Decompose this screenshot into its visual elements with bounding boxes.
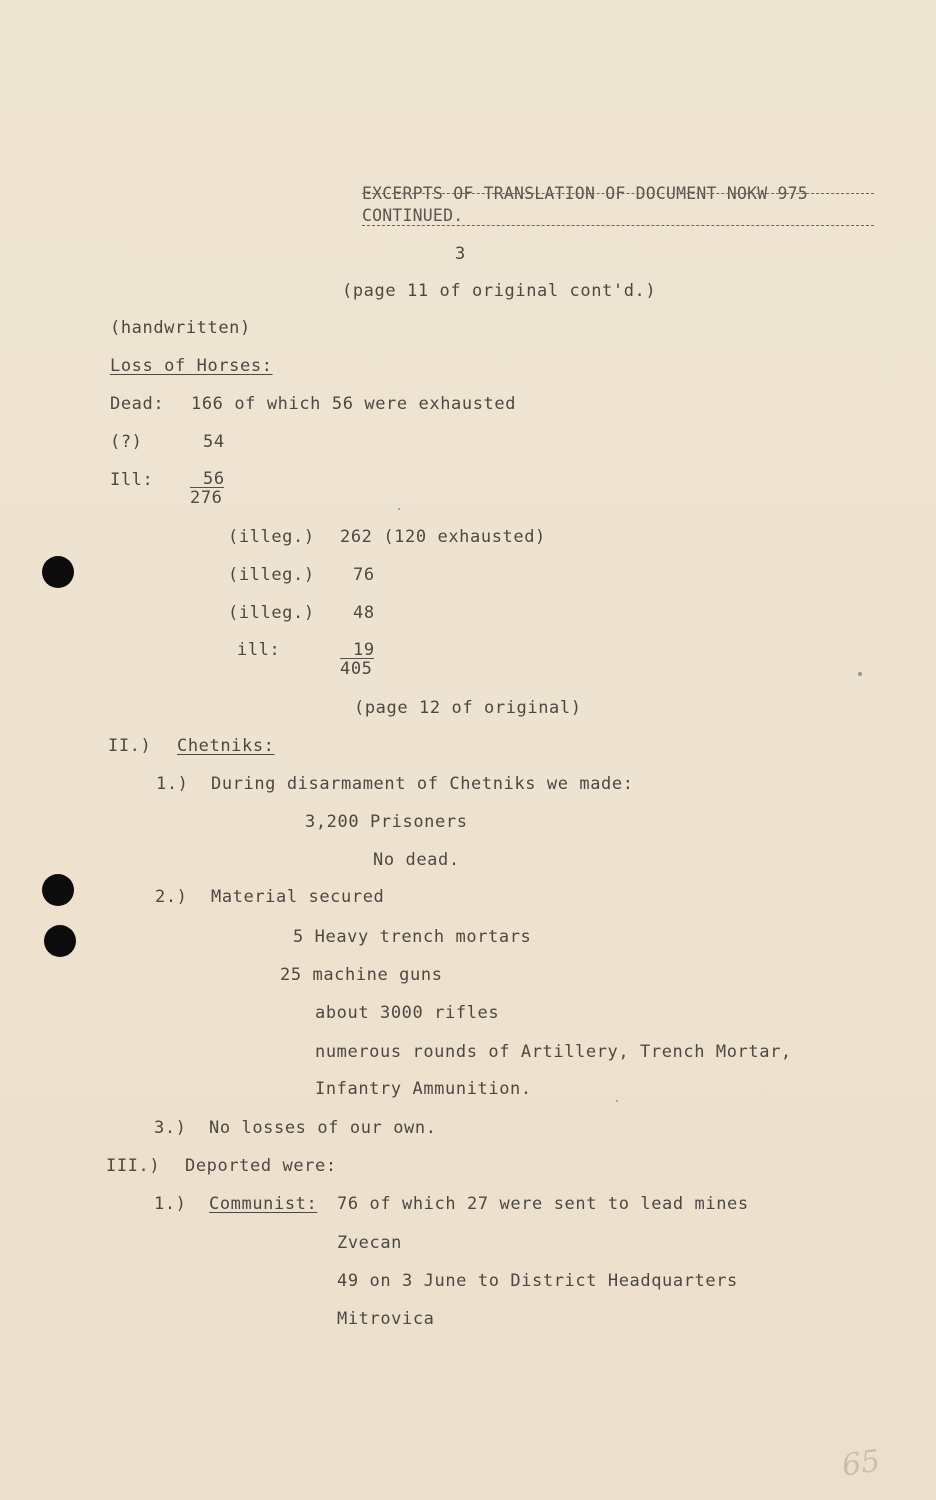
item2-number: 2.) — [155, 887, 188, 907]
page11-note: (page 11 of original cont'd.) — [342, 281, 657, 301]
mitrovica: Mitrovica — [337, 1309, 435, 1329]
page12-note: (page 12 of original) — [354, 698, 582, 718]
illeg3-value: 48 — [353, 603, 375, 623]
illeg2-value: 76 — [353, 565, 375, 585]
zvecan: Zvecan — [337, 1233, 403, 1253]
punch-hole-2 — [42, 874, 74, 906]
machine-guns: 25 machine guns — [280, 965, 443, 985]
speck — [398, 508, 400, 510]
item2-text: Material secured — [211, 887, 385, 907]
rounds: numerous rounds of Artillery, Trench Mortar, — [315, 1042, 792, 1062]
section3-number: III.) — [106, 1156, 161, 1176]
deported-june: 49 on 3 June to District Headquarters — [337, 1271, 738, 1291]
item1-text: During disarmament of Chetniks we made: — [211, 774, 634, 794]
item3-number: 3.) — [154, 1118, 187, 1138]
section3-title: Deported were: — [185, 1156, 337, 1176]
illeg2-label: (illeg.) — [228, 565, 315, 585]
illeg1-value: 262 (120 exhausted) — [340, 527, 546, 547]
header-continued: CONTINUED. — [362, 206, 464, 225]
page-number: 3 — [455, 244, 466, 264]
illeg1-label: (illeg.) — [228, 527, 315, 547]
deported1-label: Communist: — [209, 1194, 318, 1214]
header-title: EXCERPTS OF TRANSLATION OF DOCUMENT NOKW 975 — [362, 184, 808, 203]
ill-value: 56 — [203, 469, 225, 489]
unknown-label: (?) — [110, 432, 143, 452]
handwritten-note: (handwritten) — [110, 318, 251, 338]
loss-of-horses-heading: Loss of Horses: — [110, 356, 273, 376]
section2-title: Chetniks: — [177, 736, 275, 756]
speck — [616, 1100, 618, 1102]
total-1: 276 — [190, 488, 223, 508]
deported1-number: 1.) — [154, 1194, 187, 1214]
infantry-ammunition: Infantry Ammunition. — [315, 1079, 532, 1099]
ill2-value: 19 — [353, 640, 375, 660]
punch-hole-3 — [44, 925, 76, 957]
ill-label: Ill: — [110, 470, 154, 490]
dead-label: Dead: — [110, 394, 165, 414]
deported1-text: 76 of which 27 were sent to lead mines — [337, 1194, 749, 1214]
mortars: 5 Heavy trench mortars — [293, 927, 532, 947]
item1-number: 1.) — [156, 774, 189, 794]
punch-hole-1 — [42, 556, 74, 588]
illeg3-label: (illeg.) — [228, 603, 315, 623]
header-dashes — [362, 193, 874, 194]
no-dead: No dead. — [373, 850, 460, 870]
rifles: about 3000 rifles — [315, 1003, 500, 1023]
item3-text: No losses of our own. — [209, 1118, 437, 1138]
ill2-label: ill: — [237, 640, 281, 660]
dead-value: 166 of which 56 were exhausted — [191, 394, 517, 414]
header-underline — [362, 225, 874, 226]
total-2: 405 — [340, 659, 373, 679]
prisoners: 3,200 Prisoners — [305, 812, 468, 832]
unknown-value: 54 — [203, 432, 225, 452]
section2-number: II.) — [108, 736, 152, 756]
speck — [858, 672, 862, 676]
handwritten-page-number: 65 — [839, 1443, 883, 1484]
